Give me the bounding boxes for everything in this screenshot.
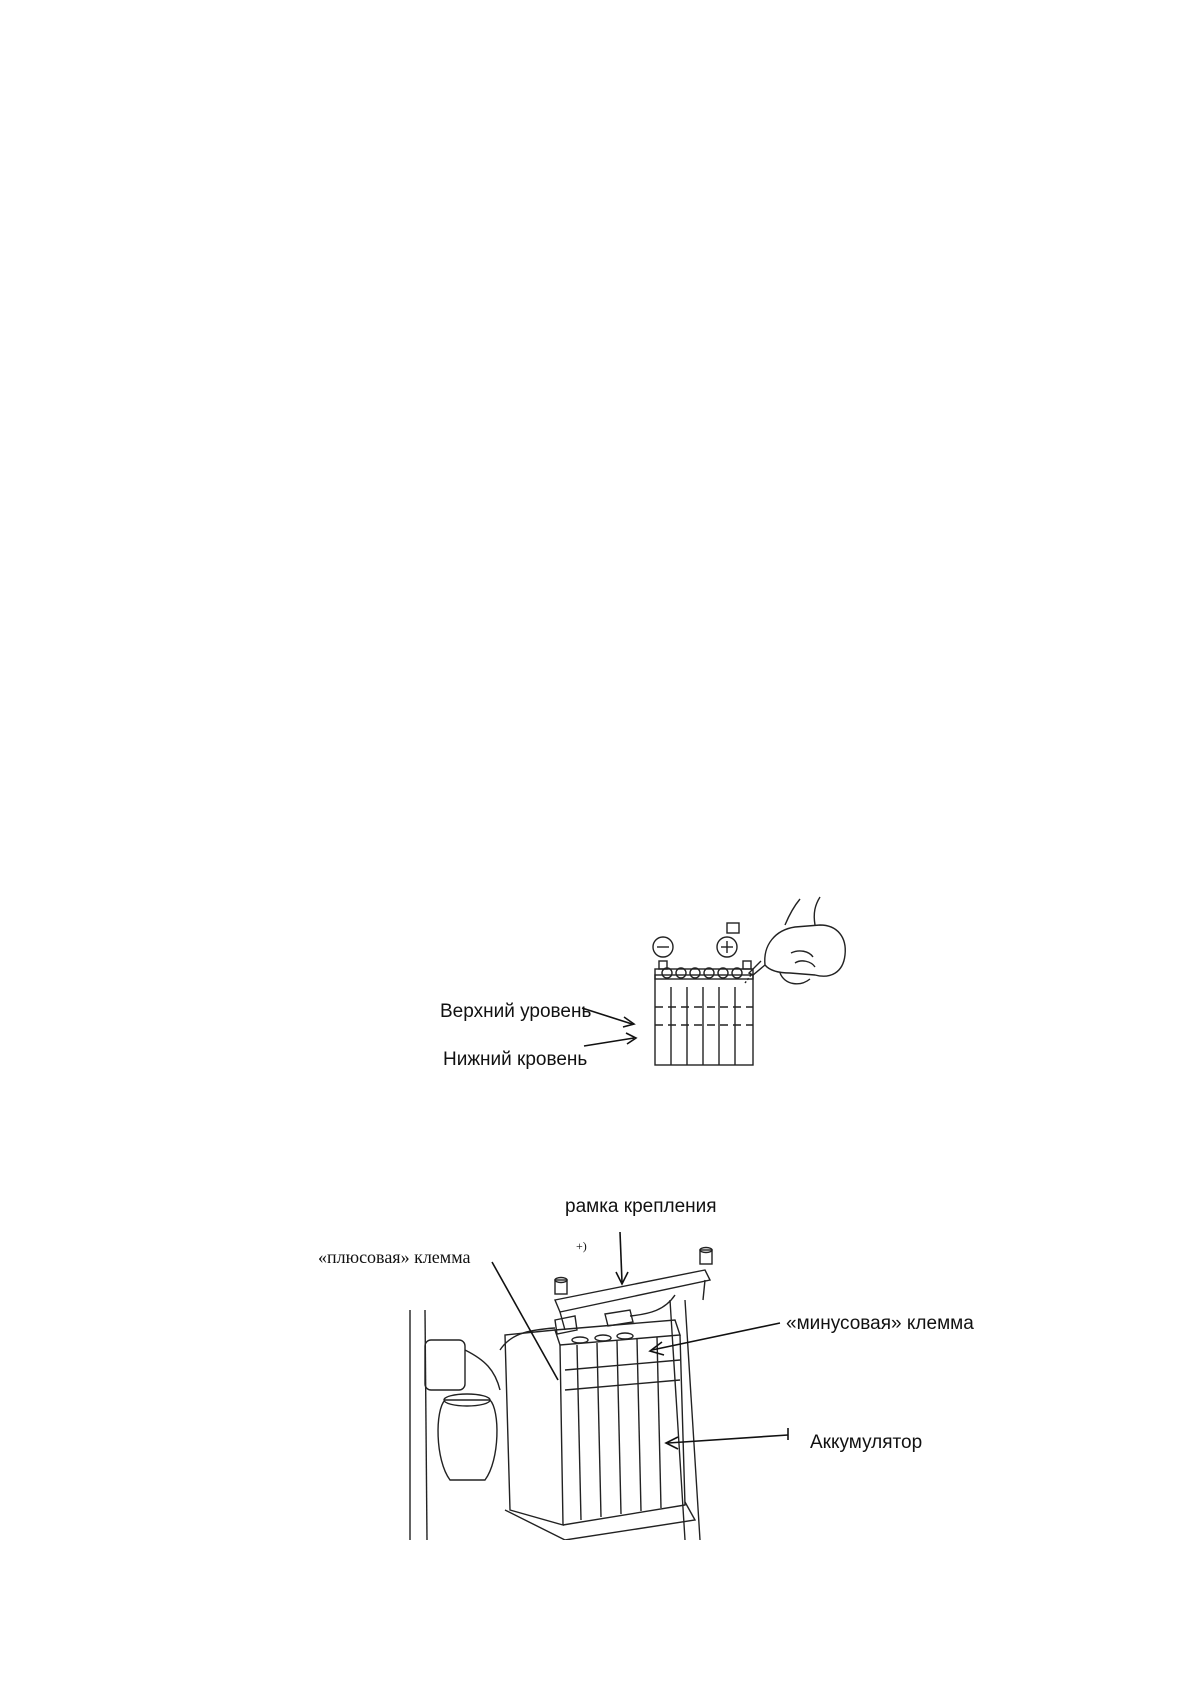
lower-level-label: Нижний кровень <box>443 1049 588 1070</box>
minus-terminal-label: «минусовая» клемма <box>786 1313 974 1334</box>
small-mark-label: +) <box>576 1239 587 1253</box>
plus-terminal-label: «плюсовая» клемма <box>318 1247 471 1267</box>
mount-frame-label: рамка крепления <box>565 1196 717 1217</box>
upper-level-label: Верхний уровень <box>440 1001 592 1022</box>
battery-label: Аккумулятор <box>810 1432 923 1453</box>
